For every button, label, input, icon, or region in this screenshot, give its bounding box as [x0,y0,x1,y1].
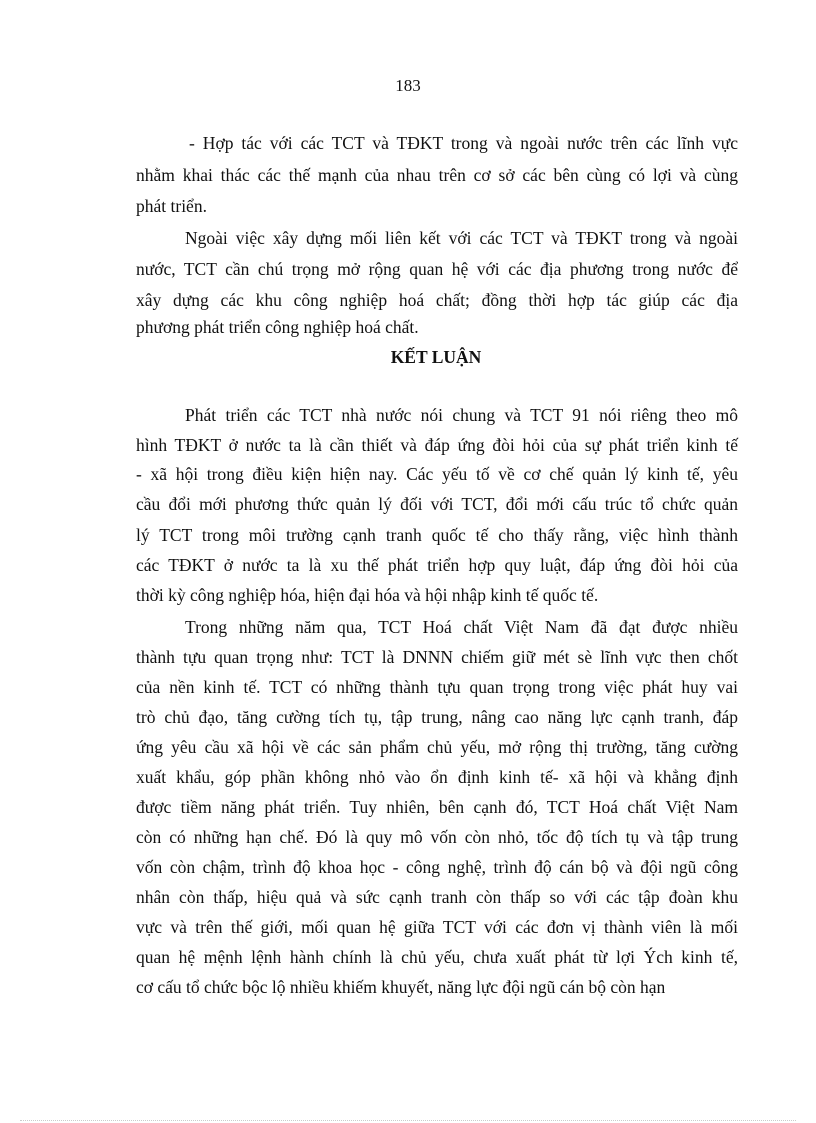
text-line: vốn còn chậm, trình độ khoa học - công nghệ, trình độ cán bộ và đội ngũ công [136,857,738,877]
text-line: nước, TCT cần chú trọng mở rộng quan hệ với các địa phương trong nước để [136,259,738,279]
text-line: phương phát triển công nghiệp hoá chất. [136,317,419,337]
text-line: được tiềm năng phát triển. Tuy nhiên, bên cạnh đó, TCT Hoá chất Việt Nam [136,797,738,817]
text-line: - Hợp tác với các TCT và TĐKT trong và ngoài nước trên các lĩnh vực [189,133,738,153]
text-line: nhằm khai thác các thế mạnh của nhau trên cơ sở các bên cùng có lợi và cùng [136,165,738,185]
text-line: cầu đổi mới phương thức quản lý đối với TCT, đổi mới cấu trúc tổ chức quản [136,494,738,514]
text-line: các TĐKT ở nước ta là xu thế phát triển hợp quy luật, đáp ứng đòi hỏi của [136,555,738,575]
text-line: thành tựu quan trọng như: TCT là DNNN chiếm giữ mét sè lĩnh vực then chốt [136,647,738,667]
text-line: thời kỳ công nghiệp hóa, hiện đại hóa và hội nhập kinh tế quốc tế. [136,585,599,605]
text-line: lý TCT trong môi trường cạnh tranh quốc tế cho thấy rằng, việc hình thành [136,525,738,545]
text-line: trò chủ đạo, tăng cường tích tụ, tập trung, nâng cao năng lực cạnh tranh, đáp [136,707,738,727]
text-line: phát triển. [136,196,207,216]
section-heading: KẾT LUẬN [390,347,482,367]
text-line: cơ cấu tổ chức bộc lộ nhiều khiếm khuyết, năng lực đội ngũ cán bộ còn hạn [136,977,666,997]
text-line: xây dựng các khu công nghiệp hoá chất; đồng thời hợp tác giúp các địa [136,290,738,310]
page-bottom-rule [20,1120,796,1121]
text-line: Trong những năm qua, TCT Hoá chất Việt Nam đã đạt được nhiều [185,617,738,637]
text-line: - xã hội trong điều kiện hiện nay. Các yếu tố về cơ chế quản lý kinh tế, yêu [136,464,738,484]
text-line: nhân còn thấp, hiệu quả và sức cạnh tranh còn thấp so với các tập đoàn khu [136,887,738,907]
page-number: 183 [395,76,421,95]
text-line: vực và trên thế giới, mối quan hệ giữa TCT với các đơn vị thành viên là mối [136,917,738,937]
text-line: quan hệ mệnh lệnh hành chính là chủ yếu, chưa xuất phát từ lợi Ých kinh tế, [136,947,738,967]
text-line: ứng yêu cầu xã hội về các sản phẩm chủ yếu, mở rộng thị trường, tăng cường [136,737,738,757]
text-line: hình TĐKT ở nước ta là cần thiết và đáp ứng đòi hỏi của sự phát triển kinh tế [136,435,738,455]
text-line: Ngoài việc xây dựng mối liên kết với các TCT và TĐKT trong và ngoài [185,228,738,248]
text-line: còn có những hạn chế. Đó là quy mô vốn còn nhỏ, tốc độ tích tụ và tập trung [136,827,738,847]
text-line: của nền kinh tế. TCT có những thành tựu quan trọng trong việc phát huy vai [136,677,738,697]
text-line: xuất khẩu, góp phần không nhỏ vào ổn định kinh tế- xã hội và khẳng định [136,767,738,787]
text-line: Phát triển các TCT nhà nước nói chung và TCT 91 nói riêng theo mô [185,405,738,425]
